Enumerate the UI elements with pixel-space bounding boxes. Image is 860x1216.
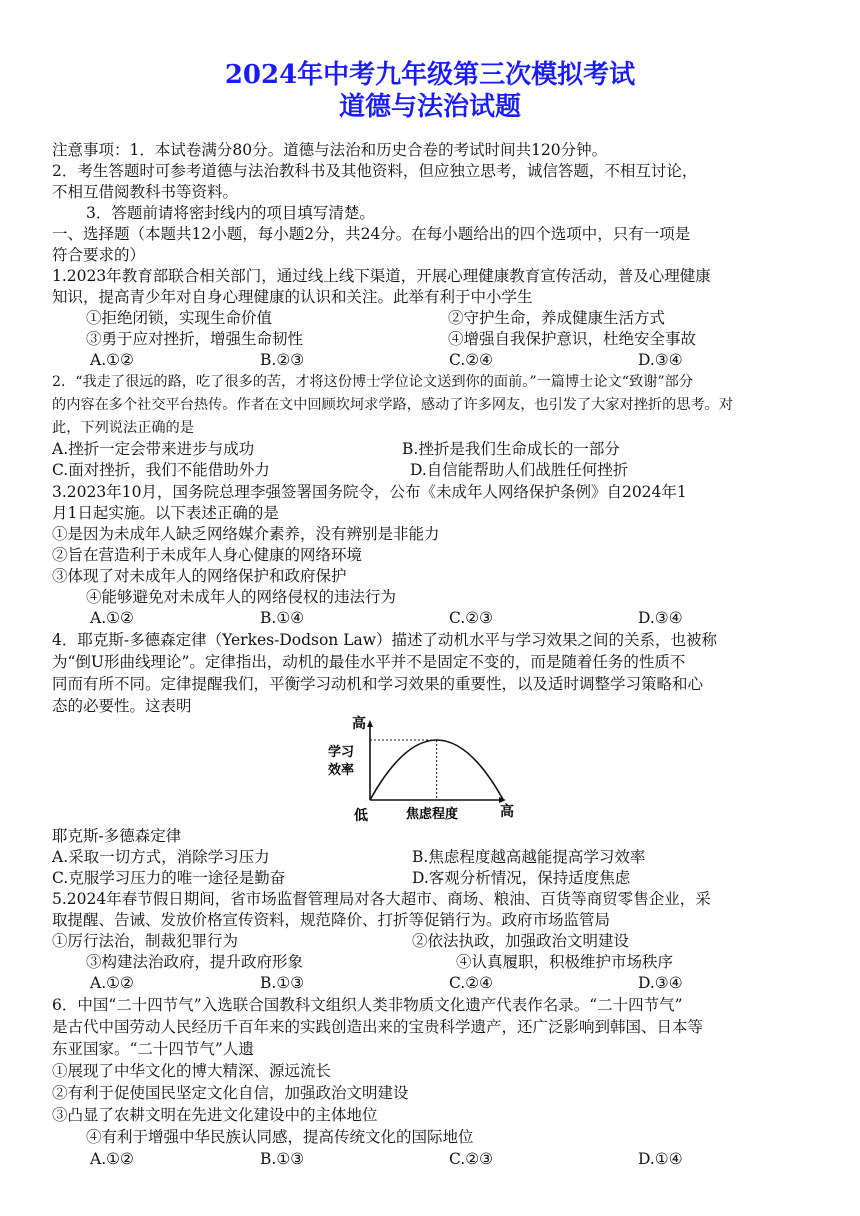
q3-option-d: D.③④ (638, 609, 683, 627)
q3-option-a: A.①② (90, 609, 134, 627)
q1-stem-2: 知识，提高青少年对自身心理健康的认识和关注。此举有利于中小学生 (52, 288, 533, 306)
q1-statement-1: ①拒绝闭锁，实现生命价值 (86, 309, 273, 327)
q4-stem-2: 为“倒U形曲线理论”。定律指出，动机的最佳水平并不是固定不变的，而是随着任务的性质不 (52, 653, 686, 671)
q1-option-b: B.②③ (260, 351, 305, 369)
q6-statement-2: ②有利于促使国民坚定文化自信，加强政治文明建设 (52, 1084, 409, 1102)
q6-stem-2: 是古代中国劳动人民经历千百年来的实践创造出来的宝贵科学遗产，还广泛影响到韩国、日本等 (52, 1018, 704, 1036)
q4-stem-4: 态的必要性。这表明 (52, 697, 192, 715)
q6-statement-3: ③凸显了农耕文明在先进文化建设中的主体地位 (52, 1106, 378, 1124)
q5-option-a: A.①② (90, 974, 134, 992)
q5-option-c: C.②④ (449, 974, 494, 992)
q5-statement-2: ②依法执政，加强政治文明建设 (412, 932, 630, 950)
q1-statement-2: ②守护生命，养成健康生活方式 (448, 309, 666, 327)
exam-title: 2024年中考九年级第三次模拟考试 (224, 60, 636, 90)
q3-statement-2: ②旨在营造利于未成年人身心健康的网络环境 (52, 546, 363, 564)
q4-stem-1: 4．耶克斯-多德森定律（Yerkes-Dodson Law）描述了动机水平与学习效果之间的关系，也被称 (52, 631, 718, 649)
q1-stem-1: 1.2023年教育部联合相关部门，通过线上线下渠道，开展心理健康教育宣传活动，普及心理健康 (52, 267, 711, 285)
q6-statement-4: ④有利于增强中华民族认同感，提高传统文化的国际地位 (86, 1128, 474, 1146)
q5-option-b: B.①③ (260, 974, 305, 992)
q6-stem-3: 东亚国家。“二十四节气”人遗 (52, 1040, 254, 1058)
q2-option-d: D.自信能帮助人们战胜任何挫折 (410, 461, 629, 479)
q3-statement-4: ④能够避免对未成年人的网络侵权的违法行为 (86, 588, 397, 606)
chart-y-high-label: 高 (352, 716, 366, 732)
section-heading: 一、选择题（本题共12小题，每小题2分，共24分。在每小题给出的四个选项中，只有一项是 (52, 225, 691, 243)
q5-stem-2: 取提醒、告诫、发放价格宣传资料，规范降价、打折等促销行为。政府市场监管局 (52, 911, 611, 929)
q6-option-b: B.①③ (260, 1150, 305, 1168)
notes-line-4: 3．答题前请将密封线内的项目填写清楚。 (86, 204, 375, 222)
q5-statement-3: ③构建法治政府，提升政府形象 (86, 953, 304, 971)
q5-statement-4: ④认真履职，积极维护市场秩序 (456, 953, 674, 971)
q6-option-c: C.②③ (449, 1150, 494, 1168)
q3-stem-1: 3.2023年10月，国务院总理李强签署国务院令，公布《未成年人网络保护条例》自2024年1 (52, 483, 687, 501)
yerkes-dodson-chart (322, 712, 532, 830)
q4-stem-3: 同而有所不同。定律提醒我们，平衡学习动机和学习效果的重要性，以及适时调整学习策略和心 (52, 675, 704, 693)
exam-subtitle: 道德与法治试题 (338, 92, 521, 122)
q1-statement-3: ③勇于应对挫折，增强生命韧性 (86, 330, 304, 348)
q2-stem-3: 此，下列说法正确的是 (52, 420, 194, 436)
q3-statement-3: ③体现了对未成年人的网络保护和政府保护 (52, 567, 347, 585)
chart-x-high-label: 高 (500, 804, 514, 820)
chart-origin-label: 低 (354, 808, 368, 824)
q4-option-b: B.焦虑程度越高越能提高学习效率 (412, 848, 646, 866)
q2-option-a: A.挫折一定会带来进步与成功 (52, 440, 255, 458)
q3-option-b: B.①④ (260, 609, 305, 627)
chart-y-label-2: 效率 (328, 763, 355, 778)
q1-option-a: A.①② (90, 351, 134, 369)
q4-chart-caption: 耶克斯-多德森定律 (52, 827, 182, 845)
q3-option-c: C.②③ (449, 609, 494, 627)
q3-statement-1: ①是因为未成年人缺乏网络媒介素养，没有辨别是非能力 (52, 525, 440, 543)
q2-stem-1: 2．“我走了很远的路，吃了很多的苦，才将这份博士学位论文送到你的面前。”一篇博士论文“致谢”部分 (52, 374, 694, 390)
q1-option-d: D.③④ (638, 351, 683, 369)
q5-statement-1: ①厉行法治，制裁犯罪行为 (52, 932, 239, 950)
q2-stem-2: 的内容在多个社交平台热传。作者在文中回顾坎坷求学路，感动了许多网友，也引发了大家对挫折的思考。对 (52, 397, 734, 413)
q5-option-d: D.③④ (638, 974, 683, 992)
q5-stem-1: 5.2024年春节假日期间，省市场监督管理局对各大超市、商场、粮油、百货等商贸零售企业，采 (52, 890, 711, 908)
chart-x-label: 焦虑程度 (406, 807, 459, 822)
q6-stem-1: 6．中国“二十四节气”入选联合国教科文组织人类非物质文化遗产代表作名录。“二十四节气” (52, 996, 683, 1014)
q1-option-c: C.②④ (449, 351, 494, 369)
notes-line-2: 2．考生答题时可参考道德与法治教科书及其他资料，但应独立思考，诚信答题，不相互讨论， (52, 162, 698, 180)
q3-stem-2: 月1日起实施。以下表述正确的是 (52, 504, 279, 522)
q2-option-c: C.面对挫折，我们不能借助外力 (52, 461, 270, 479)
q4-option-c: C.克服学习压力的唯一途径是勤奋 (52, 869, 286, 887)
q1-statement-4: ④增强自我保护意识，杜绝安全事故 (448, 330, 697, 348)
q6-option-a: A.①② (90, 1150, 134, 1168)
chart-y-arrow (367, 720, 373, 727)
notes-line-1: 注意事项：1．本试卷满分80分。道德与法治和历史合卷的考试时间共120分钟。 (52, 141, 608, 159)
q6-option-d: D.①④ (638, 1150, 683, 1168)
q4-option-a: A.采取一切方式，消除学习压力 (52, 848, 270, 866)
section-heading-cont: 符合要求的） (52, 246, 146, 264)
q6-statement-1: ①展现了中华文化的博大精深、源远流长 (52, 1062, 332, 1080)
notes-line-3: 不相互借阅教科书等资料。 (52, 183, 239, 201)
chart-y-label-1: 学习 (328, 745, 355, 760)
q2-option-b: B.挫折是我们生命成长的一部分 (402, 440, 620, 458)
q4-option-d: D.客观分析情况，保持适度焦虑 (412, 869, 631, 887)
